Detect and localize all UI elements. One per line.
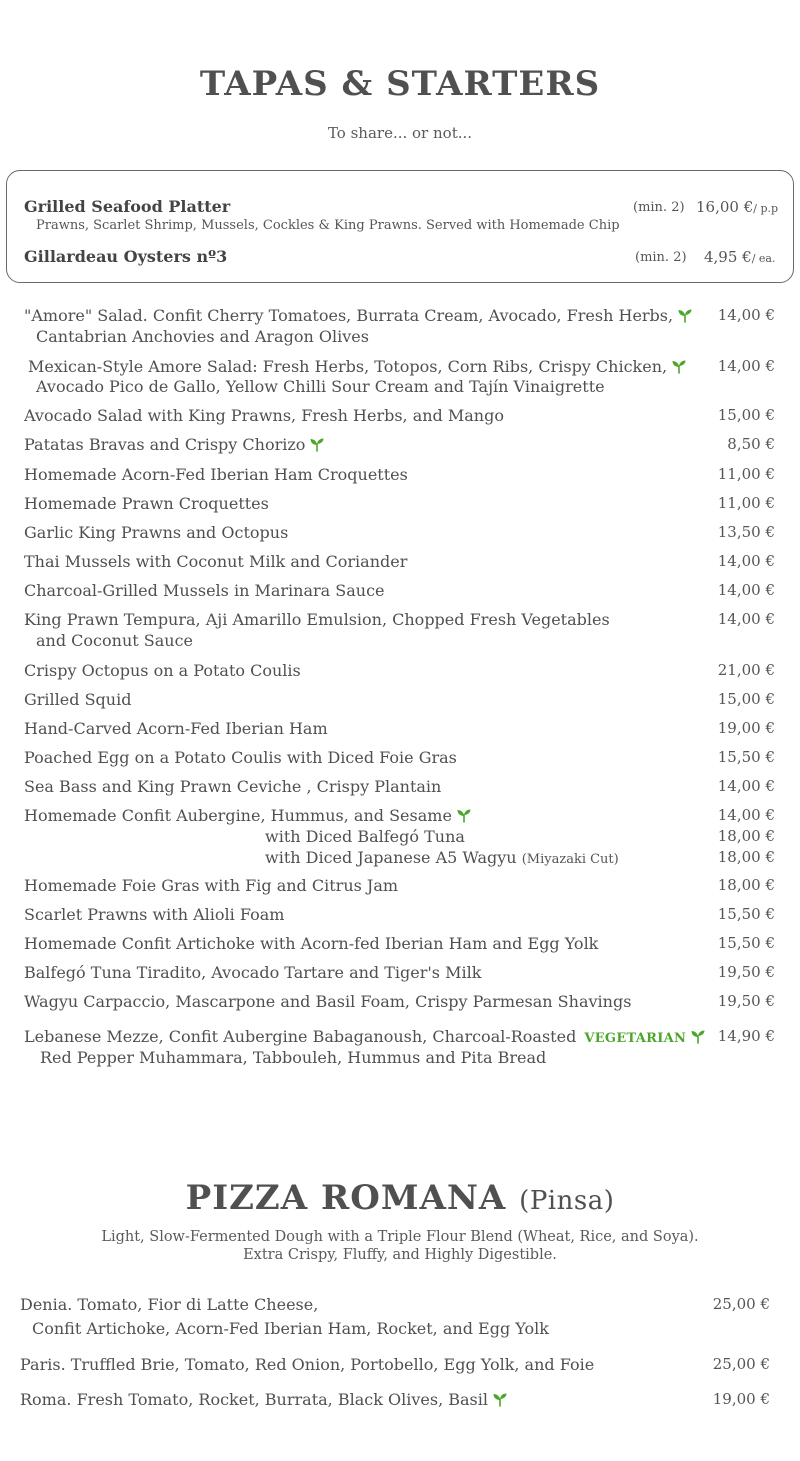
menu-item-price: 18,00 € [717, 876, 775, 894]
menu-item-price: 19,00 € [717, 719, 775, 737]
menu-item-price: 8,50 € [727, 435, 775, 453]
pizza-item-name: Denia. Tomato, Fior di Latte Cheese, [20, 1295, 319, 1314]
menu-item-price: 21,00 € [717, 661, 775, 679]
platter-name: Grilled Seafood Platter [24, 197, 231, 216]
menu-item-price: 14,00 € [717, 610, 775, 628]
section-subtitle-pizza: Light, Slow-Fermented Dough with a Triple Flour Blend (Wheat, Rice, and Soya). [101, 1229, 699, 1245]
sprout-icon [492, 1391, 508, 1407]
menu-item-name: Charcoal-Grilled Mussels in Marinara Sauce [24, 581, 385, 600]
menu-item-name: King Prawn Tempura, Aji Amarillo Emulsion, Chopped Fresh Vegetables [24, 610, 610, 629]
section-title-pizza: PIZZA ROMANA (Pinsa) [185, 1178, 615, 1218]
menu-item-name: Homemade Confit Artichoke with Acorn-fed Iberian Ham and Egg Yolk [24, 934, 599, 953]
oysters-price: 4,95 €/ ea. [704, 248, 776, 266]
menu-item-variant: with Diced Japanese A5 Wagyu (Miyazaki Cut) [265, 848, 619, 867]
menu-item-price: 11,00 € [717, 494, 775, 512]
oysters-name: Gillardeau Oysters nº3 [24, 247, 228, 266]
menu-item-name: Thai Mussels with Coconut Milk and Coriander [24, 552, 408, 571]
menu-item-name: Homemade Acorn-Fed Iberian Ham Croquettes [24, 465, 408, 484]
menu-item-variant-price: 18,00 € [717, 848, 775, 866]
menu-item-price: 15,50 € [717, 934, 775, 952]
menu-item-name: Scarlet Prawns with Alioli Foam [24, 905, 285, 924]
menu-item-variant-price: 18,00 € [717, 827, 775, 845]
menu-item-name-cont: and Coconut Sauce [36, 631, 193, 650]
pizza-item-price: 25,00 € [712, 1295, 770, 1313]
menu-item-name: Homemade Foie Gras with Fig and Citrus Jam [24, 876, 399, 895]
section-subtitle-pizza-cont: Extra Crispy, Fluffy, and Highly Digestible. [243, 1247, 557, 1263]
section-subtitle-tapas: To share... or not... [327, 124, 473, 142]
menu-item-price: 14,90 € [717, 1027, 775, 1045]
menu-item-name: Balfegó Tuna Tiradito, Avocado Tartare and Tiger's Milk [24, 963, 482, 982]
menu-item-price: 14,00 € [717, 357, 775, 375]
menu-item-variant: with Diced Balfegó Tuna [265, 827, 465, 846]
menu-item-name: Crispy Octopus on a Potato Coulis [24, 661, 301, 680]
sprout-icon [309, 436, 325, 452]
menu-item-price: 14,00 € [717, 806, 775, 824]
menu-item-name: Avocado Salad with King Prawns, Fresh Herbs, and Mango [24, 406, 504, 425]
pizza-item-name: Roma. Fresh Tomato, Rocket, Burrata, Black Olives, Basil [20, 1390, 508, 1409]
menu-item-name-cont: Cantabrian Anchovies and Aragon Olives [36, 327, 369, 346]
menu-item-name: "Amore" Salad. Confit Cherry Tomatoes, Burrata Cream, Avocado, Fresh Herbs, [24, 306, 693, 325]
menu-item-price: 14,00 € [717, 552, 775, 570]
platter-price: 16,00 €/ p.p [696, 198, 779, 216]
menu-item-price: 14,00 € [717, 581, 775, 599]
platter-min: (min. 2) [633, 200, 685, 215]
pizza-item-price: 25,00 € [712, 1355, 770, 1373]
menu-item-price: 13,50 € [717, 523, 775, 541]
menu-item-name: Hand-Carved Acorn-Fed Iberian Ham [24, 719, 328, 738]
menu-item-name: Grilled Squid [24, 690, 132, 709]
menu-item-price: 15,50 € [717, 748, 775, 766]
menu-item-price: 15,00 € [717, 690, 775, 708]
menu-item-price: 19,50 € [717, 992, 775, 1010]
menu-item-name-cont: Avocado Pico de Gallo, Yellow Chilli Sour Cream and Tajín Vinaigrette [36, 377, 605, 396]
menu-item-price: 15,00 € [717, 406, 775, 424]
platter-description: Prawns, Scarlet Shrimp, Mussels, Cockles & King Prawns. Served with Homemade Chip [36, 218, 620, 233]
menu-item-name: Mexican-Style Amore Salad: Fresh Herbs, Totopos, Corn Ribs, Crispy Chicken, [28, 357, 687, 376]
pizza-item-price: 19,00 € [712, 1390, 770, 1408]
menu-item-price: 14,00 € [717, 777, 775, 795]
menu-item-price: 14,00 € [717, 306, 775, 324]
menu-item-price: 11,00 € [717, 465, 775, 483]
sprout-icon [456, 807, 472, 823]
vegetarian-tag: VEGETARIAN [584, 1031, 687, 1046]
menu-item-name-cont: Red Pepper Muhammara, Tabbouleh, Hummus and Pita Bread [40, 1048, 547, 1067]
menu-item-price: 19,50 € [717, 963, 775, 981]
menu-item-price: 15,50 € [717, 905, 775, 923]
pizza-item-name-cont: Confit Artichoke, Acorn-Fed Iberian Ham, Rocket, and Egg Yolk [32, 1319, 549, 1338]
section-title-tapas: TAPAS & STARTERS [199, 64, 601, 104]
oysters-min: (min. 2) [635, 250, 687, 265]
menu-item-name: Homemade Confit Aubergine, Hummus, and Sesame [24, 806, 472, 825]
pizza-item-name: Paris. Truffled Brie, Tomato, Red Onion, Portobello, Egg Yolk, and Foie [20, 1355, 595, 1374]
menu-item-name: Lebanese Mezze, Confit Aubergine Babaganoush, Charcoal-Roasted VEGETARIAN [24, 1027, 706, 1046]
menu-item-name: Sea Bass and King Prawn Ceviche , Crispy Plantain [24, 777, 442, 796]
menu-item-name: Homemade Prawn Croquettes [24, 494, 269, 513]
menu-item-name: Poached Egg on a Potato Coulis with Diced Foie Gras [24, 748, 457, 767]
menu-item-name: Patatas Bravas and Crispy Chorizo [24, 435, 325, 454]
menu-item-name: Garlic King Prawns and Octopus [24, 523, 289, 542]
menu-item-name: Wagyu Carpaccio, Mascarpone and Basil Foam, Crispy Parmesan Shavings [24, 992, 632, 1011]
